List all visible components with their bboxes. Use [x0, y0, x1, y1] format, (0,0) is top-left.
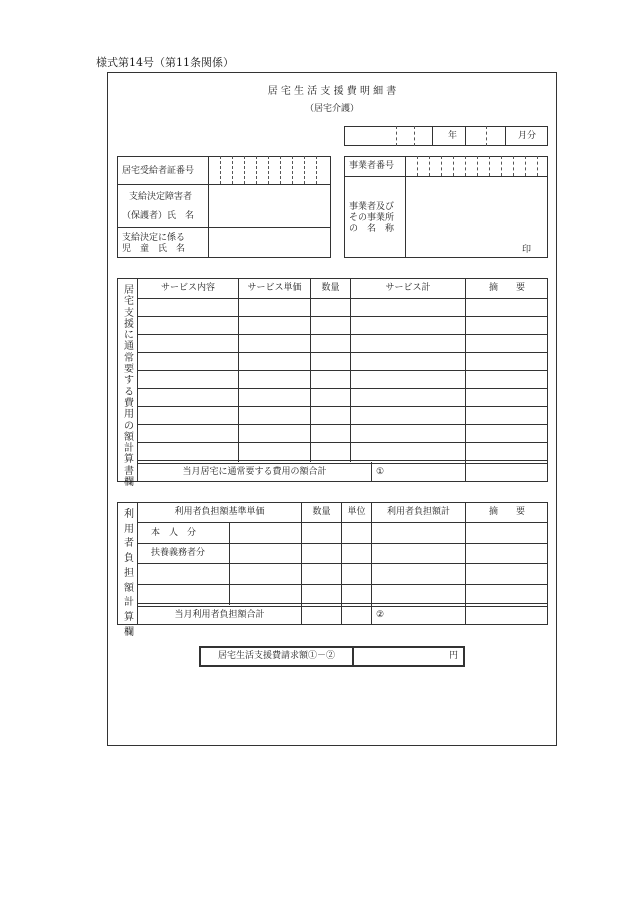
- cost-total-mark: ①: [376, 467, 385, 477]
- form-title: 居 宅 生 活 支 援 費 明 細 書: [267, 86, 397, 97]
- decision-person-label-1: 支給決定障害者: [129, 192, 193, 202]
- cost-table: [117, 278, 548, 482]
- year-label: 年: [448, 131, 458, 141]
- provider-name-label-2: その事業所: [349, 213, 395, 223]
- burden-header-remarks: 摘 要: [488, 507, 525, 517]
- burden-header-base-price: 利用者負担額基準単価: [174, 507, 265, 517]
- burden-header-unit: 単位: [347, 507, 366, 517]
- decision-person-label-2: （保護者）氏 名: [122, 211, 195, 221]
- provider-name-label-3: の 名 称: [349, 224, 395, 234]
- cost-section-side-label: 居宅支援に通常要する費用の額計算書欄: [124, 285, 134, 489]
- form-subtitle: （居宅介護）: [304, 104, 359, 114]
- provider-number-label: 事業者番号: [349, 161, 395, 171]
- form-number: 様式第14号（第11条関係）: [96, 56, 234, 69]
- child-label-2: 児 童 氏 名: [122, 244, 186, 254]
- cost-header-service: サービス内容: [160, 283, 215, 293]
- burden-header-total: 利用者負担額計: [386, 507, 450, 517]
- burden-total-mark: ②: [376, 610, 385, 620]
- cost-total-label: 当月居宅に通常要する費用の額合計: [182, 467, 327, 477]
- cost-header-remarks: 摘 要: [488, 283, 525, 293]
- burden-row-guardian-label: 扶養義務者分: [151, 548, 206, 558]
- claim-label: 居宅生活支援費請求額①－②: [217, 651, 335, 661]
- child-label-1: 支給決定に係る: [122, 233, 186, 243]
- burden-header-quantity: 数量: [312, 507, 331, 517]
- burden-row-self-label: 本 人 分: [151, 528, 197, 538]
- cost-header-unit-price: サービス単価: [247, 283, 302, 293]
- month-label: 月分: [518, 131, 537, 141]
- claim-unit: 円: [449, 651, 459, 661]
- provider-name-label-1: 事業者及び: [349, 202, 395, 212]
- seal-mark: 印: [522, 245, 532, 255]
- burden-section-side-label: 利用者負担額計算欄: [124, 509, 134, 638]
- cert-number-label: 居宅受給者証番号: [122, 166, 195, 176]
- cost-header-service-total: サービス計: [385, 283, 431, 293]
- cost-header-quantity: 数量: [321, 283, 340, 293]
- burden-total-label: 当月利用者負担額合計: [174, 610, 265, 620]
